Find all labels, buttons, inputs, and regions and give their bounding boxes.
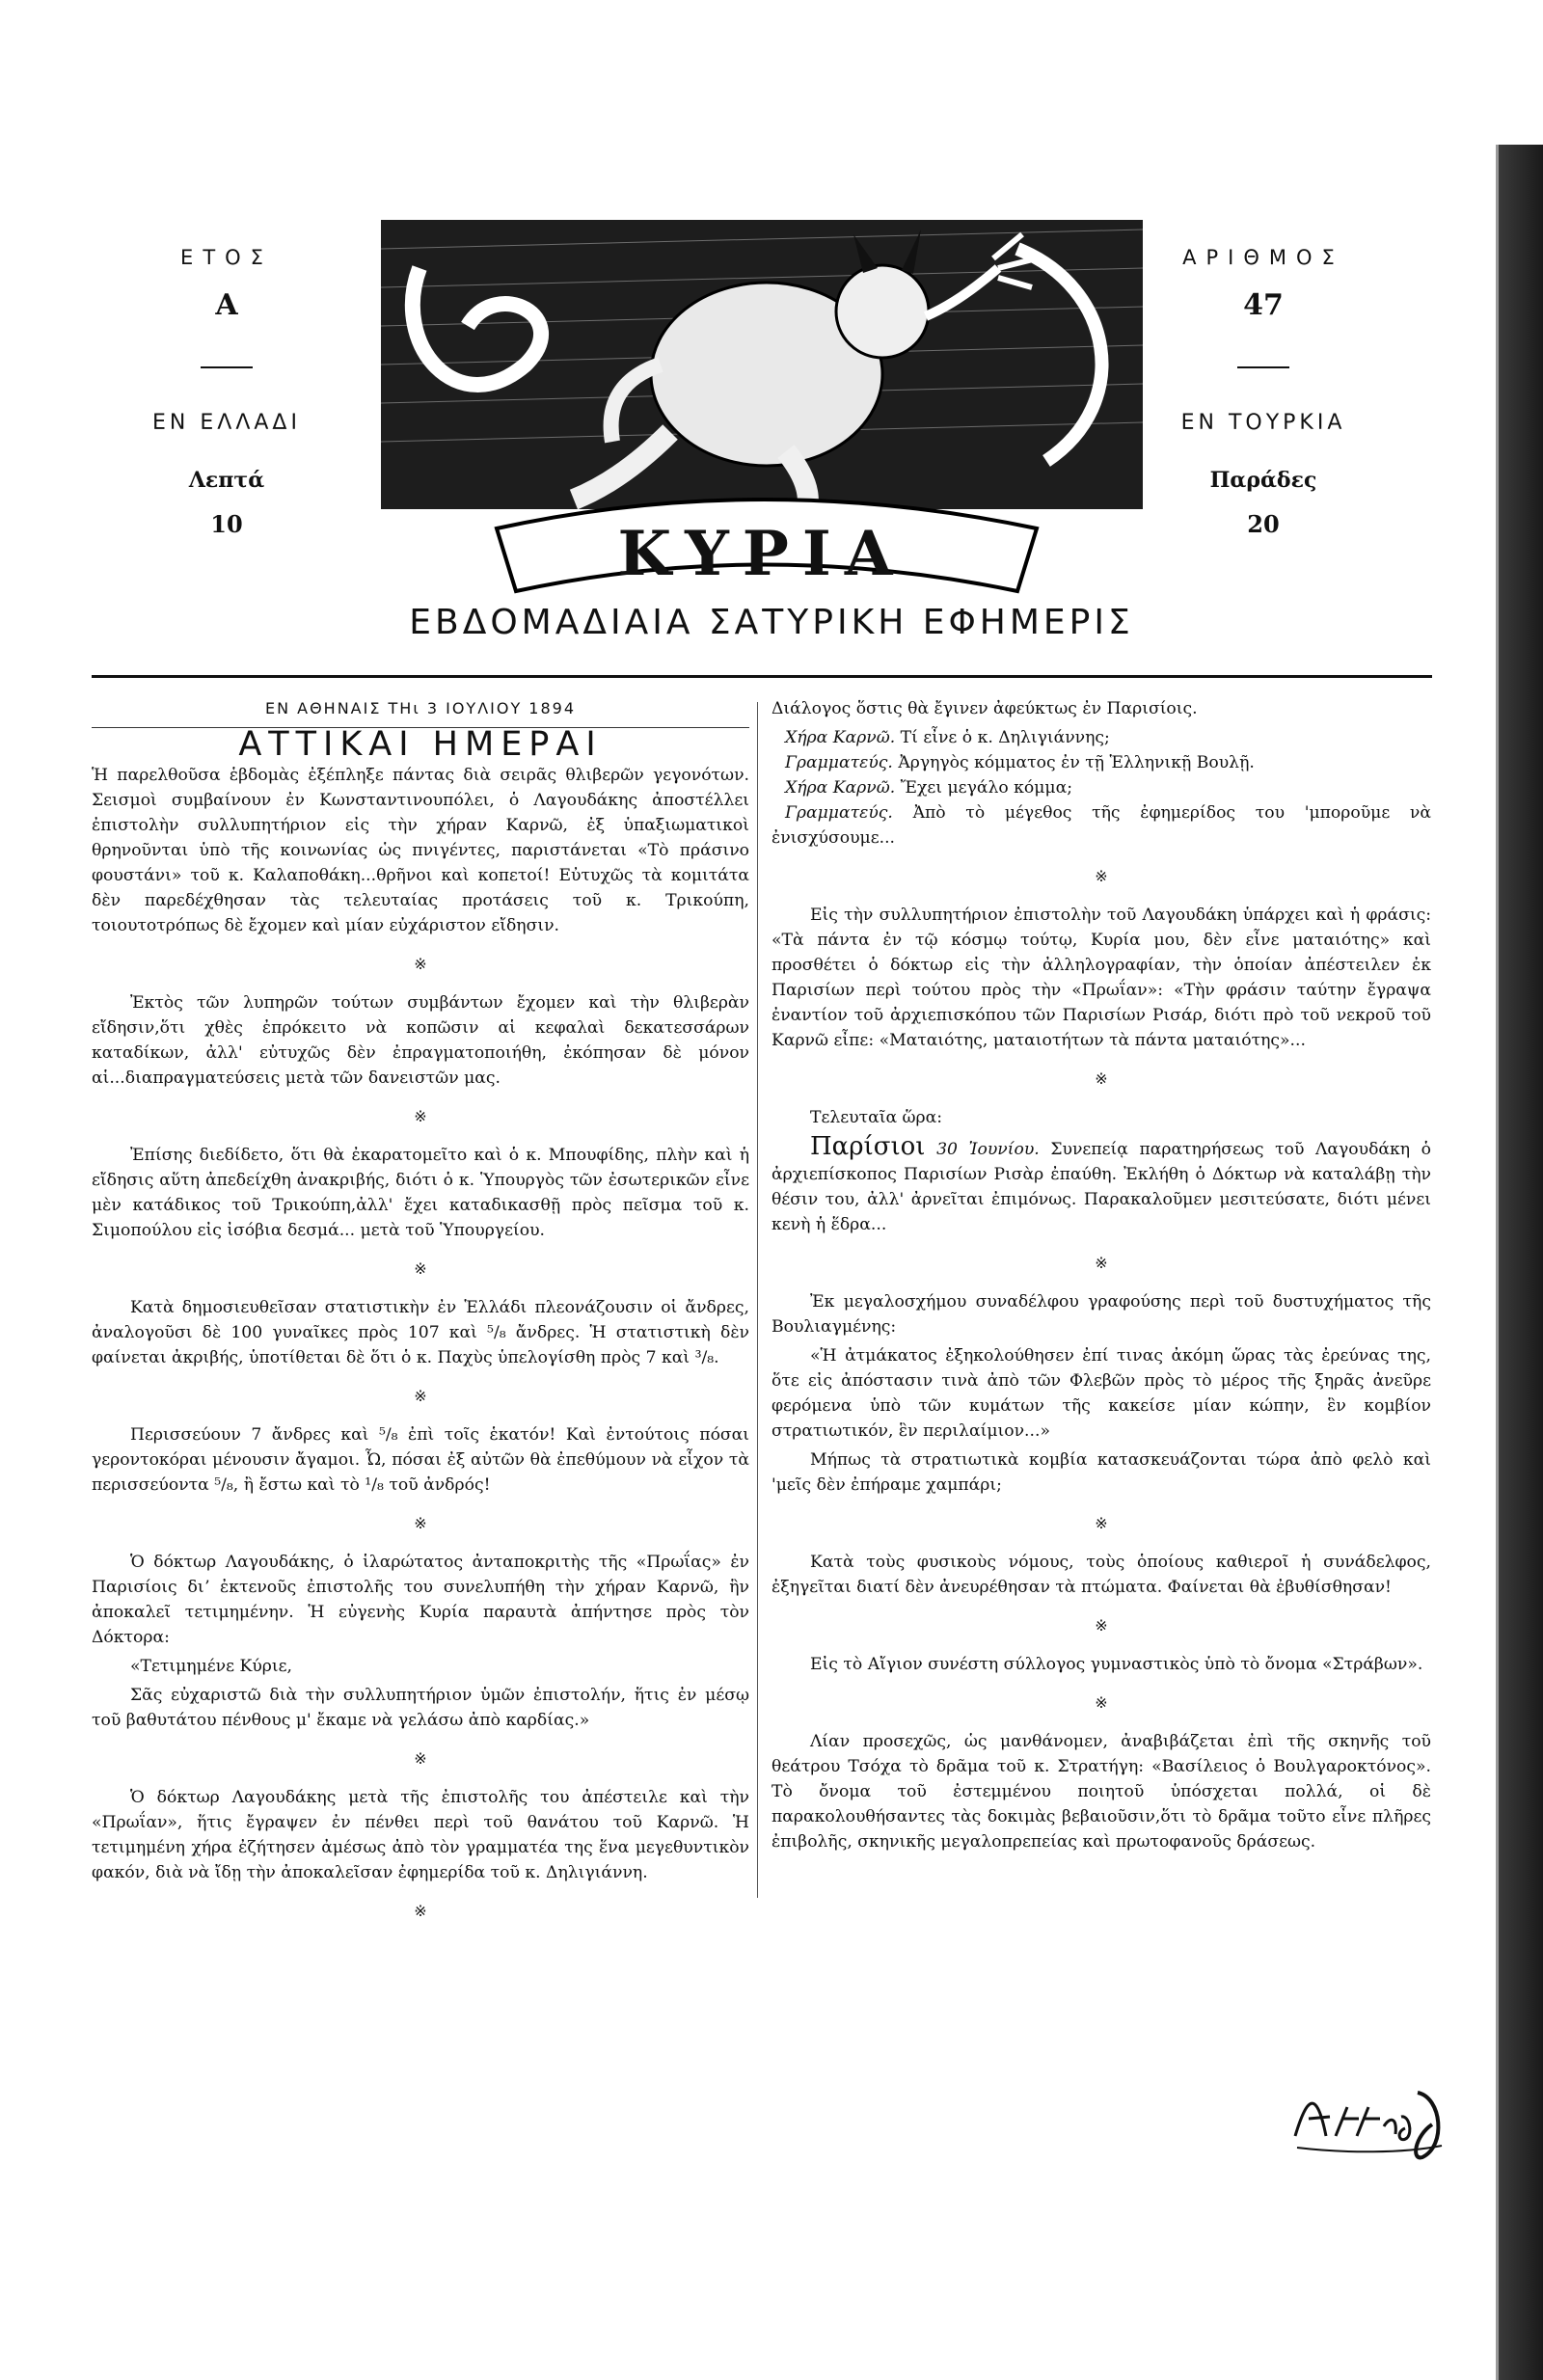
column-divider	[757, 702, 758, 1898]
asterism-separator: ※	[414, 1749, 427, 1768]
location-greece: ΕΝ ΕΛΛΑΔΙ	[152, 411, 301, 435]
letter-body: Σᾶς εὐχαριστῶ διὰ τὴν συλλυπητήριον ὑμῶν ἐπιστολήν, ἥτις ἐν μέσῳ τοῦ βαθυτάτου πένθους μ' ἔκαμε νὰ γελάσω ἀπὸ καρδίας.»	[92, 1686, 749, 1730]
dialog-text: Ἔχει μεγάλο κόμμα;	[900, 778, 1072, 798]
page-edge-shadow	[1499, 145, 1543, 2380]
dialog-speaker: Γραμματεύς.	[785, 753, 893, 772]
asterism-separator: ※	[414, 1107, 427, 1125]
asterism-separator: ※	[1095, 1693, 1108, 1712]
author-signature	[1287, 2078, 1451, 2165]
dialog-line	[772, 750, 1431, 775]
year-label: ΕΤΟΣ	[180, 246, 273, 269]
dateline: ΕΝ ΑΘΗΝΑΙΣ ΤΗι 3 ΙΟΥΛΙΟΥ 1894	[264, 699, 577, 717]
masthead-divider	[92, 675, 1432, 678]
right-column	[772, 696, 1431, 1858]
article-paragraph: Εἰς τὴν συλλυπητήριον ἐπιστολὴν τοῦ Λαγουδάκη ὑπάρχει καὶ ἡ φράσις: «Τὰ πάντα ἐν τῷ κόσμῳ τούτῳ, Κυρία μου, δὲν εἶνε ματαιότης» καὶ προσθέτει ὁ δόκτωρ εἰς τὴν ἀλληλογραφίαν, τὴν ὁποίαν ἀπέστειλεν ἐκ Παρισίων περὶ τούτου πρὸς τὴν «Πρωΐαν»: «Τὴν φράσιν ταύτην ἔγραψα ἐναντίον τοῦ ἀρχιεπισκόπου τῶν Παρισίων Ρισάρ, διότι πρὸ τοῦ νεκροῦ τοῦ Καρνῶ εἶπε: «Ματαιότης, ματαιοτήτων τὰ πάντα ματαιότης»...	[772, 906, 1431, 1050]
news-body: Συνεπείᾳ παρατηρήσεως τοῦ Λαγουδάκη ὁ ἀρχιεπίσκοπος Παρισίων Ρισὰρ ἐπαύθη. Ἐκλήθη ὁ Δόκτωρ νὰ καταλάβῃ τὴν θέσιν του, ἀλλ' ἀρνεῖται ἐπιμόνως. Παρακαλοῦμεν μεσιτεύσατε, διότι μένει κενὴ ἡ ἕδρα...	[772, 1140, 1432, 1234]
masthead-right	[1138, 246, 1389, 538]
news-date: 30 Ἰουνίου.	[936, 1140, 1040, 1159]
article-paragraph: Ἐκτὸς τῶν λυπηρῶν τούτων συμβάντων ἔχομεν καὶ τὴν θλιβερὰν εἴδησιν,ὅτι χθὲς ἐπρόκειτο νὰ κοπῶσιν αἱ κεφαλαὶ δεκατεσσάρων καταδίκων, ἀλλ' εὐτυχῶς δὲν ἐπραγματοποιήθη, ἐκόπησαν δὲ μόνον αἱ...διαπραγματεύσεις μετὰ τῶν δανειστῶν μας.	[92, 993, 749, 1088]
dialog-text: Ἀργηγὸς κόμματος ἐν τῇ Ἑλληνικῇ Βουλῇ.	[898, 753, 1255, 772]
article-paragraph: Ἡ παρελθοῦσα ἑβδομὰς ἐξέπληξε πάντας διὰ σειρᾶς θλιβερῶν γεγονότων. Σεισμοὶ συμβαίνουν ἐν Κωνσταντινουπόλει, ὁ Λαγουδάκης ἀποστέλλει ἐπιστολὴν συλλυπητήριον εἰς τὴν χήραν Καρνῶ, ἐξ ὑπαξιωματικοὶ θρηνοῦνται ὑπὸ τῆς κοινωνίας ὡς πνιγέντες, παριστάνεται «Τὸ πράσινο φουστάνι» τοῦ κ. Καλαποθάκη...θρῆνοι καὶ κοπετοί! Εὐτυχῶς τὰ κομιτάτα δὲν παρεδέχθησαν τὰς τελευταίας προτάσεις τοῦ κ. Τρικούπη, τοιουτοτρόπως δὲ ἔχομεν καὶ μίαν εὐχάριστον εἴδησιν.	[92, 766, 749, 935]
location-turkey: ΕΝ ΤΟΥΡΚΙΑ	[1180, 411, 1346, 435]
article-paragraph: Περισσεύουν 7 ἄνδρες καὶ ⁵/₈ ἐπὶ τοῖς ἑκατόν! Καὶ ἐντούτοις πόσαι γεροντοκόραι μένουσιν ἄγαμοι. Ὦ, πόσαι ἐξ αὐτῶν θὰ ἐπεθύμουν νὰ εἶχον τὰ περισσεύοντα ⁵/₈, ἢ ἔστω καὶ τὸ ¹/₈ τοῦ ἀνδρός!	[92, 1425, 749, 1495]
dialog-line	[772, 800, 1431, 851]
dialog-speaker: Χήρα Καρνῶ.	[785, 778, 896, 798]
dialog-line	[772, 725, 1431, 750]
article-paragraph: Κατὰ δημοσιευθεῖσαν στατιστικὴν ἐν Ἑλλάδι πλεονάζουσιν οἱ ἄνδρες, ἀναλογοῦσι δὲ 100 γυναῖκες πρὸς 107 καὶ ⁵/₈ ἄνδρες. Ἡ στατιστικὴ δὲν φαίνεται ἀκριβής, ὑποτίθεται δὲ ὅτι ὁ κ. Παχὺς ὑπελογίσθη πρὸς 7 καὶ ³/₈.	[92, 1298, 749, 1367]
price-unit-lepta: Λεπτά	[188, 468, 265, 493]
section-heading: ΑΤΤΙΚΑΙ ΗΜΕΡΑΙ	[92, 727, 749, 757]
article-paragraph: Μήπως τὰ στρατιωτικὰ κομβία κατασκευάζονται τώρα ἀπὸ φελὸ καὶ 'μεῖς δὲν ἐπήραμε χαμπάρι;	[772, 1450, 1431, 1495]
article-paragraph: Εἰς τὸ Αἴγιον συνέστη σύλλογος γυμναστικὸς ὑπὸ τὸ ὄνομα «Στράβων».	[810, 1655, 1423, 1674]
masthead-left-rule	[201, 366, 253, 368]
last-hour-news	[772, 1134, 1431, 1237]
price-turkey: 20	[1247, 510, 1280, 538]
asterism-separator: ※	[1095, 1069, 1108, 1088]
last-hour-label: Τελευταῖα ὥρα:	[810, 1108, 943, 1127]
dialog-speaker: Χήρα Καρνῶ.	[785, 728, 896, 747]
asterism-separator: ※	[1095, 1254, 1108, 1272]
price-unit-parades: Παράδες	[1209, 468, 1317, 493]
asterism-separator: ※	[1095, 1514, 1108, 1532]
asterism-separator: ※	[1095, 1616, 1108, 1635]
asterism-separator: ※	[414, 1902, 427, 1920]
dialog-text: Τί εἶνε ὁ κ. Δηλιγιάννης;	[900, 728, 1110, 747]
asterism-separator: ※	[414, 955, 427, 973]
asterism-separator: ※	[414, 1259, 427, 1278]
article-paragraph: Κατὰ τοὺς φυσικοὺς νόμους, τοὺς ὁποίους καθιεροῖ ἡ συνάδελφος, ἐξηγεῖται διατί δὲν ἀνευρέθησαν τὰ πτώματα. Φαίνεται θὰ ἐβυθίσθησαν!	[772, 1553, 1431, 1597]
article-paragraph: Ἐπίσης διεδίδετο, ὅτι θὰ ἐκαρατομεῖτο καὶ ὁ κ. Μπουφίδης, πλὴν καὶ ἡ εἴδησις αὕτη ἀπεδείχθη ἀνακριβής, διότι ὁ κ. Ὑπουργὸς τῶν ἐσωτερικῶν εἶνε μὲν κατάδικος τοῦ Τρικούπη,ἀλλ' ἔχει καταδικασθῇ πρὸς πεῖσμα τοῦ κ. Σιμοπούλου εἰς ἰσόβια δεσμά... μετὰ τοῦ Ὑπουργείου.	[92, 1146, 749, 1240]
logo-word: ΚΥΡΙΑ	[617, 518, 907, 590]
asterism-separator: ※	[414, 1514, 427, 1532]
dialog-line	[772, 775, 1431, 800]
letter-salutation: «Τετιμημένε Κύριε,	[130, 1657, 292, 1676]
masthead-devil-illustration	[381, 210, 1143, 610]
price-greece: 10	[210, 510, 243, 538]
dialog-intro: Διάλογος ὅστις θὰ ἔγινεν ἀφεύκτως ἐν Παρισίοις.	[772, 699, 1198, 718]
article-paragraph: Λίαν προσεχῶς, ὡς μανθάνομεν, ἀναβιβάζεται ἐπὶ τῆς σκηνῆς τοῦ θεάτρου Τσόχα τὸ δρᾶμα τοῦ κ. Στρατήγη: «Βασίλειος ὁ Βουλγαροκτόνος». Τὸ ὄνομα τοῦ ἐστεμμένου ποιητοῦ ὑπόσχεται πολλά, οἱ δὲ παρακολουθήσαντες τὰς δοκιμὰς βεβαιοῦσιν,ὅτι τὸ δρᾶμα τοῦτο εἶνε πλῆρες ἐπιβολῆς, σκηνικῆς μεγαλοπρεπείας καὶ πρωτοφανοῦς δράσεως.	[772, 1732, 1431, 1852]
left-column	[92, 696, 749, 1937]
article-paragraph: Ἐκ μεγαλοσχήμου συναδέλφου γραφούσης περὶ τοῦ δυστυχήματος τῆς Βουλιαγμένης:	[772, 1292, 1431, 1337]
year-value: Α	[215, 288, 238, 322]
asterism-separator: ※	[1095, 867, 1108, 885]
article-paragraph: Ὁ δόκτωρ Λαγουδάκης, ὁ ἱλαρώτατος ἀνταποκριτὴς τῆς «Πρωΐας» ἐν Παρισίοις διʼ ἐκτενοῦς ἐπιστολῆς του συνελυπήθη τὴν χήραν Καρνῶ, ἣν ἀποκαλεῖ τετιμημένην. Ἡ εὐγενὴς Κυρία παραυτὰ ἀπήντησε πρὸς τὸν Δόκτορα:	[92, 1553, 749, 1647]
newspaper-subtitle: ΕΒΔΟΜΑΔΙΑΙΑ ΣΑΤΥΡΙΚΗ ΕΦΗΜΕΡΙΣ	[409, 603, 1134, 642]
article-paragraph: Ὁ δόκτωρ Λαγουδάκης μετὰ τῆς ἐπιστολῆς του ἀπέστειλε καὶ τὴν «Πρωΐαν», ἥτις ἔγραψεν ἐν πένθει περὶ τοῦ θανάτου τοῦ Καρνῶ. Ἡ τετιμημένη χήρα ἐζήτησεν ἀμέσως ἀπὸ τὸν γραμματέα της ἕνα μεγεθυντικὸν φακόν, διὰ νὰ ἴδῃ τὴν ἀποκαλεῖσαν ἐφημερίδα τοῦ κ. Δηλιγιάννη.	[92, 1788, 749, 1882]
issue-number: 47	[1243, 288, 1284, 322]
issue-label: ΑΡΙΘΜΟΣ	[1182, 246, 1344, 269]
dialog-text: Ἀπὸ τὸ μέγεθος τῆς ἐφημερίδος του 'μποροῦμε νὰ ἐνισχύσουμε...	[772, 803, 1431, 848]
masthead-left	[101, 246, 352, 538]
news-city: Παρίσιοι	[810, 1132, 926, 1161]
dialog-speaker: Γραμματεύς.	[785, 803, 893, 823]
asterism-separator: ※	[414, 1387, 427, 1405]
masthead-right-rule	[1237, 366, 1289, 368]
quoted-paragraph: «Ἡ ἀτμάκατος ἐξηκολούθησεν ἐπί τινας ἀκόμη ὥρας τὰς ἐρεύνας της, ὅτε εἰς ἀπόστασιν τινὰ ἀπὸ τῶν Φλεβῶν πρὸς τὸ μέρος τῆς ξηρᾶς ἀνεῦρε φερόμενα ὑπὸ τῶν κυμάτων τῆς κακείσε μίαν κώπην, ἓν κομβίον στρατιωτικόν, ἓν περιλαίμιον...»	[772, 1346, 1431, 1441]
